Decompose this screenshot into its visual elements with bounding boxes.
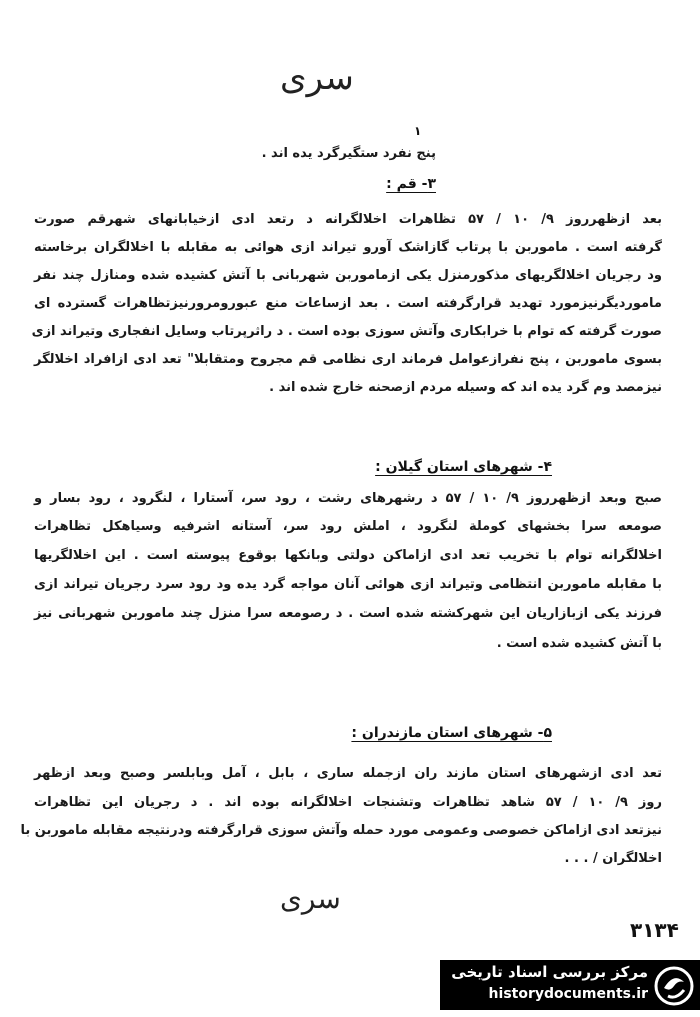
section-5-line: تعد ادی ازشهرهای استان مازند ران ازجمله ساری ، بابل ، آمل وبابلسر وصبح وبعد ازظهر	[34, 766, 662, 781]
page-number: ۳۱۳۴	[630, 918, 679, 942]
archive-name: مرکز بررسی اسناد تاریخی	[451, 963, 648, 981]
classification-stamp-bottom: سری	[280, 882, 341, 915]
section-3-heading-text: ۳- قم :	[386, 176, 436, 192]
section-4-heading-text: ۴- شهرهای استان گیلان :	[375, 459, 552, 475]
intro-line: پنج نفرد ستگیرگرد یده اند .	[261, 146, 436, 161]
section-4-line: صبح وبعد ازظهرروز ۹/ ۱۰ / ۵۷ د رشهرهای رشت ، رود سر، آستارا ، لنگرود ، رود بسار و	[34, 491, 662, 506]
section-4-heading	[375, 459, 552, 475]
section-3-line: ود رجریان اخلالگریهای مذکورمنزل یکی ازماموربن شهربانی با آتش کشیده شده ومنازل چند نفر	[34, 268, 662, 283]
archive-url: historydocuments.ir	[488, 986, 648, 1002]
classification-stamp-top: سری	[280, 58, 354, 98]
section-5-line: اخلالگران / . . .	[564, 851, 662, 866]
section-5-line: روز ۹/ ۱۰ / ۵۷ شاهد تظاهرات وتشنجات اخلالگرانه بوده اند . د رجریان این تظاهرات	[34, 795, 662, 810]
section-3-line: نیزمصد وم گرد یده اند که وسیله مردم ازصحنه خارج شده اند .	[269, 380, 662, 395]
section-3-heading	[386, 176, 436, 192]
section-3-line: صورت گرفته که توام با خرابکاری وآتش سوزی بوده است . د راثرپرتاب وسایل انفجاری وتیراند ازی	[31, 324, 662, 339]
section-3-line: بسوی ماموربن ، پنج نفرازعوامل فرماند اری نظامی قم مجروح ومتقابلا" تعد ادی ازافراد اخلالگر	[34, 352, 662, 367]
section-5-heading	[351, 725, 552, 741]
section-3-line: گرفته است . ماموربن با پرتاب گازاشک آورو تیراند ازی هوائی به مقابله با اخلالگران برخاسته	[34, 240, 662, 255]
section-5-heading-text: ۵- شهرهای استان مازندران :	[351, 725, 552, 741]
section-4-line: با مقابله ماموربن انتظامی وتیراند ازی هوائی آنان مواجه گرد یده ود رود سرد رجریان تیراند ازی	[34, 577, 662, 592]
section-5-line: نیزتعد ادی ازاماکن خصوصی وعمومی مورد حمله وآتش سوزی قرارگرفته ودرنتیجه مقابله ماموربن با	[20, 823, 662, 838]
archive-logo-icon	[654, 966, 694, 1006]
section-3-line: بعد ازظهرروز ۹/ ۱۰ / ۵۷ تظاهرات اخلالگرانه د رتعد ادی ازخیابانهای شهرقم صورت	[34, 212, 662, 227]
footnote-mark: ۱	[414, 124, 422, 138]
section-4-line: صومعه سرا بخشهای کوملة لنگرود ، املش رود سر، آستانه اشرفیه وسیاهکل تظاهرات	[34, 519, 662, 534]
section-4-line: اخلالگرانه توام با تخریب تعد ادی ازاماکن دولتی وبانکها بوقوع پیوسته است . این اخلالگریها	[34, 548, 662, 563]
archive-watermark	[440, 960, 700, 1010]
section-4-line: فرزند یکی ازبازاریان این شهرکشته شده است . د رصومعه سرا منزل چند ماموربن شهربانی نیز	[34, 606, 662, 621]
section-4-line: با آتش کشیده شده است .	[496, 636, 662, 651]
section-3-line: ماموردیگرنیزمورد تهدید قرارگرفته است . بعد ازساعات منع عبورومرورنیزتظاهرات گسترده ای	[34, 296, 662, 311]
